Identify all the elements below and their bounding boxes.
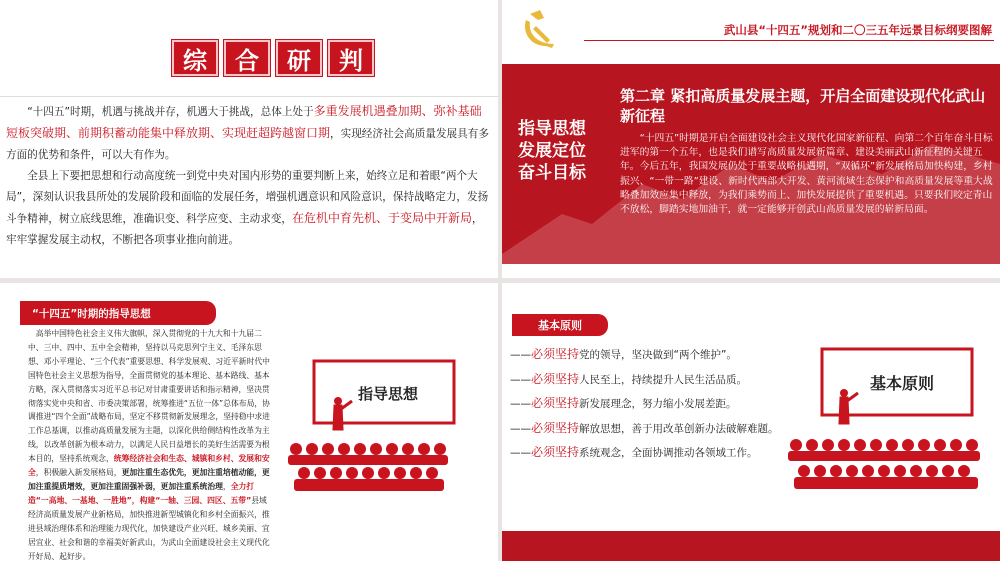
lecture-illustration (284, 353, 464, 493)
title-tile: 合 (224, 40, 270, 76)
dash: —— (510, 398, 531, 410)
ideology-text (28, 327, 274, 561)
title-line: 奋斗目标 (518, 163, 586, 183)
panel-basic-principles (502, 283, 1000, 561)
dash: —— (510, 422, 531, 435)
section-tag: 基本原则 (512, 314, 608, 336)
panel-chapter-two (502, 0, 1000, 278)
highlight-text: 全力打造“一高地、一基地、一胜地”，构建“一轴、三园、四区、五带” (28, 481, 255, 505)
paragraph (6, 101, 492, 166)
list-item (510, 417, 810, 442)
dash: —— (510, 373, 531, 386)
dash: —— (510, 349, 531, 361)
paragraph (28, 327, 274, 561)
title-tile: 判 (328, 40, 374, 76)
text: 党的领导，坚决做到“两个维护”。 (579, 349, 737, 361)
section-tag: “十四五”时期的指导思想 (20, 301, 216, 325)
chapter-text: “十四五”时期是开启全面建设社会主义现代化国家新征程、向第二个百年奋斗目标进军的第一个五年，也是我们谱写高质量发展新篇章、建设美丽武山新征程的关键五年。今后五年，我国发展仍处于重要战略机遇期，“双循环”新发展格局加快构建，乡村振兴、“一带一路”建设、新时代西部大开发、黄河流域生态保护和高质量发展等重大战略叠加效应集中释放，为我们乘势而上、加快发展提供了重要机遇。只要我们咬定青山不放松，脚踏实地加油干，就一定能够开创武山高质量发展的崭新局面。 (620, 133, 993, 216)
highlight-text: 必须坚持 (531, 396, 580, 410)
title-line: 发展定位 (518, 141, 586, 161)
panel-comprehensive-analysis (0, 0, 498, 278)
lecture-illustration (782, 343, 992, 503)
list-item (510, 343, 810, 368)
text: 全县上下要把思想和行动高度统一到党中央对国内形势的重要判断上来，始终立足和着眼“两个大局”，深刻认识我县所处的发展阶段和面临的发展任务，增强机遇意识和风险意识，保持战略定力，发扬斗争精神，树立底线思维，准确识变、科学应变、主动求变， (6, 170, 489, 225)
header-rule (584, 40, 994, 41)
analysis-text (6, 101, 492, 251)
text: ，牢牢掌握发展主动权，不断把各项事业推向前进。 (6, 213, 483, 246)
text: 县域经济高质量发展产业新格局，加快推进新型城镇化和乡村全面振兴，推进县域治理体系和治理能力现代化，加快建设产业兴旺、城乡美丽、宜居宜业、社会和谐的幸福美好新武山，为武山全面建设社会主义现代化开好局、起好步。 (28, 495, 270, 561)
title-line: 指导思想 (518, 119, 586, 139)
highlight-text: 统筹经济社会和生态、城镇和乡村、发展和安全 (28, 454, 270, 478)
list-item (510, 392, 810, 417)
list-item (510, 368, 810, 393)
highlight-text: 多重发展机遇叠加期、弥补基础短板突破期、前期积蓄动能集中释放期、实现赶超跨越窗口期 (6, 104, 482, 140)
principles-list (510, 343, 810, 466)
bold-text: 更加注重生态优先，更加注重培植动能，更加注重提质增效，更加注重固强补弱，更加注重系统治理 (28, 468, 270, 491)
red-footer-band (502, 531, 1000, 561)
paragraph (6, 166, 492, 251)
text: 高举中国特色社会主义伟大旗帜，深入贯彻党的十九大和十九届二中、三中、四中、五中全会精神，坚持以马克思列宁主义、毛泽东思想、邓小平理论、“三个代表”重要思想、科学发展观、习近平新时代中国特色社会主义思想为指导，全面贯彻党的基本理论、基本路线、基本方略，深入贯彻落实习近平总书记对甘肃重要讲话和指示精神，坚决贯彻落实党中央和省、市委决策部署，统筹推进“五位一体”总体布局，协调推进“四个全面”战略布局，坚定不移贯彻新发展理念，坚持稳中求进工作总基调，以推动高质量发展为主题，以深化供给侧结构性改革为主线，以改革创新为根本动力，以满足人民日益增长的美好生活需要为根本目的，坚持系统观念， (28, 329, 270, 464)
section-title (518, 118, 606, 184)
text: ，实现经济社会高质量发展具有多方面的优势和条件，可以大有作为。 (6, 128, 489, 161)
highlight-text: 必须坚持 (531, 371, 580, 386)
title-tile: 研 (276, 40, 322, 76)
text: 系统观念，全面协调推动各领域工作。 (579, 447, 758, 459)
board-text: 指导思想 (357, 385, 419, 403)
text: ， (222, 481, 231, 491)
highlight-text: 必须坚持 (531, 445, 580, 459)
dash: —— (510, 447, 531, 459)
divider (0, 96, 498, 97)
text: “十四五”时期，机遇与挑战并存，机遇大于挑战，总体上处于 (27, 106, 314, 118)
board-text: 基本原则 (869, 374, 935, 393)
highlight-text: 必须坚持 (531, 420, 580, 435)
panel-guiding-ideology (0, 283, 498, 561)
text: 解放思想，善于用改革创新办法破解难题。 (579, 422, 779, 435)
highlight-text: 必须坚持 (531, 347, 580, 361)
title-tiles (172, 40, 374, 76)
text: 人民至上，持续提升人民生活品质。 (579, 373, 748, 386)
text: 新发展理念，努力缩小发展差距。 (579, 398, 737, 410)
chapter-heading: 第二章 紧扣高质量发展主题，开启全面建设现代化武山新征程 (620, 87, 986, 125)
header-title: 武山县“十四五”规划和二〇三五年远景目标纲要图解 (723, 23, 992, 37)
highlight-text: 在危机中育先机、于变局中开新局 (292, 211, 473, 225)
title-tile: 综 (172, 40, 218, 76)
party-emblem-icon (518, 6, 562, 50)
list-item (510, 441, 810, 466)
text: ，积极融入新发展格局， (35, 468, 122, 478)
